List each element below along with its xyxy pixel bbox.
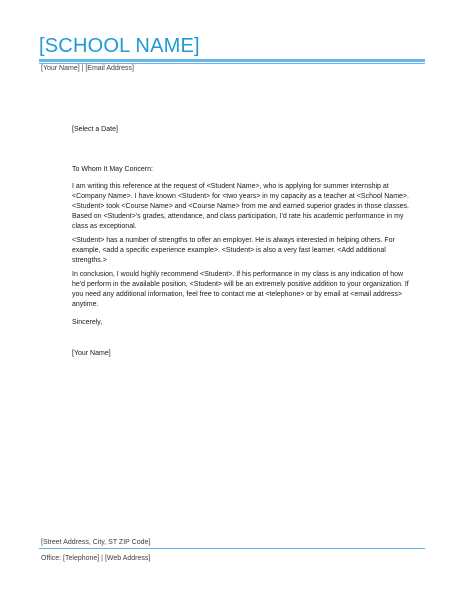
letter-date: [Select a Date] [72,126,118,133]
header-rule-thin [39,63,425,64]
letter-salutation: To Whom It May Concern: [72,166,153,173]
letter-paragraph-3: In conclusion, I would highly recommend <Student>. If his performance in my class is any indication of how he'd perform in the available position, <Student> will be an extremely positive addition to your organization. If you need any additional information, feel free to contact me at <telephone> or by email at <email address> anytime. [72,271,409,308]
footer-rule [39,548,425,549]
header-contact-line: [Your Name] | [Email Address] [41,65,134,72]
footer-office-line: Office: [Telephone] | [Web Address] [41,555,151,562]
letter-paragraph-2: <Student> has a number of strengths to offer an employer. He is always interested in helping others. For example, <add a specific experience example>. <Student> is also a very fast learner. <Add additional strengths.> [72,237,395,264]
letter-closing: Sincerely, [72,319,103,326]
footer-address: [Street Address, City, ST ZIP Code] [41,539,151,546]
letter-paragraph-1: I am writing this reference at the request of <Student Name>, who is applying for summer internship at <Company Name>. I have known <Student> for <two years> in my capacity as a teacher at <School Name>. <Student> took <Course Name> and <Course Name> from me and earned superior grades in those classes. Based on <Student>'s grades, attendance, and class participation, I'd rate his academic performance in my class as exceptional. [72,183,409,230]
school-name-heading: [SCHOOL NAME] [39,35,200,57]
header-rule-thick [39,59,425,62]
letter-signature: [Your Name] [72,350,111,357]
